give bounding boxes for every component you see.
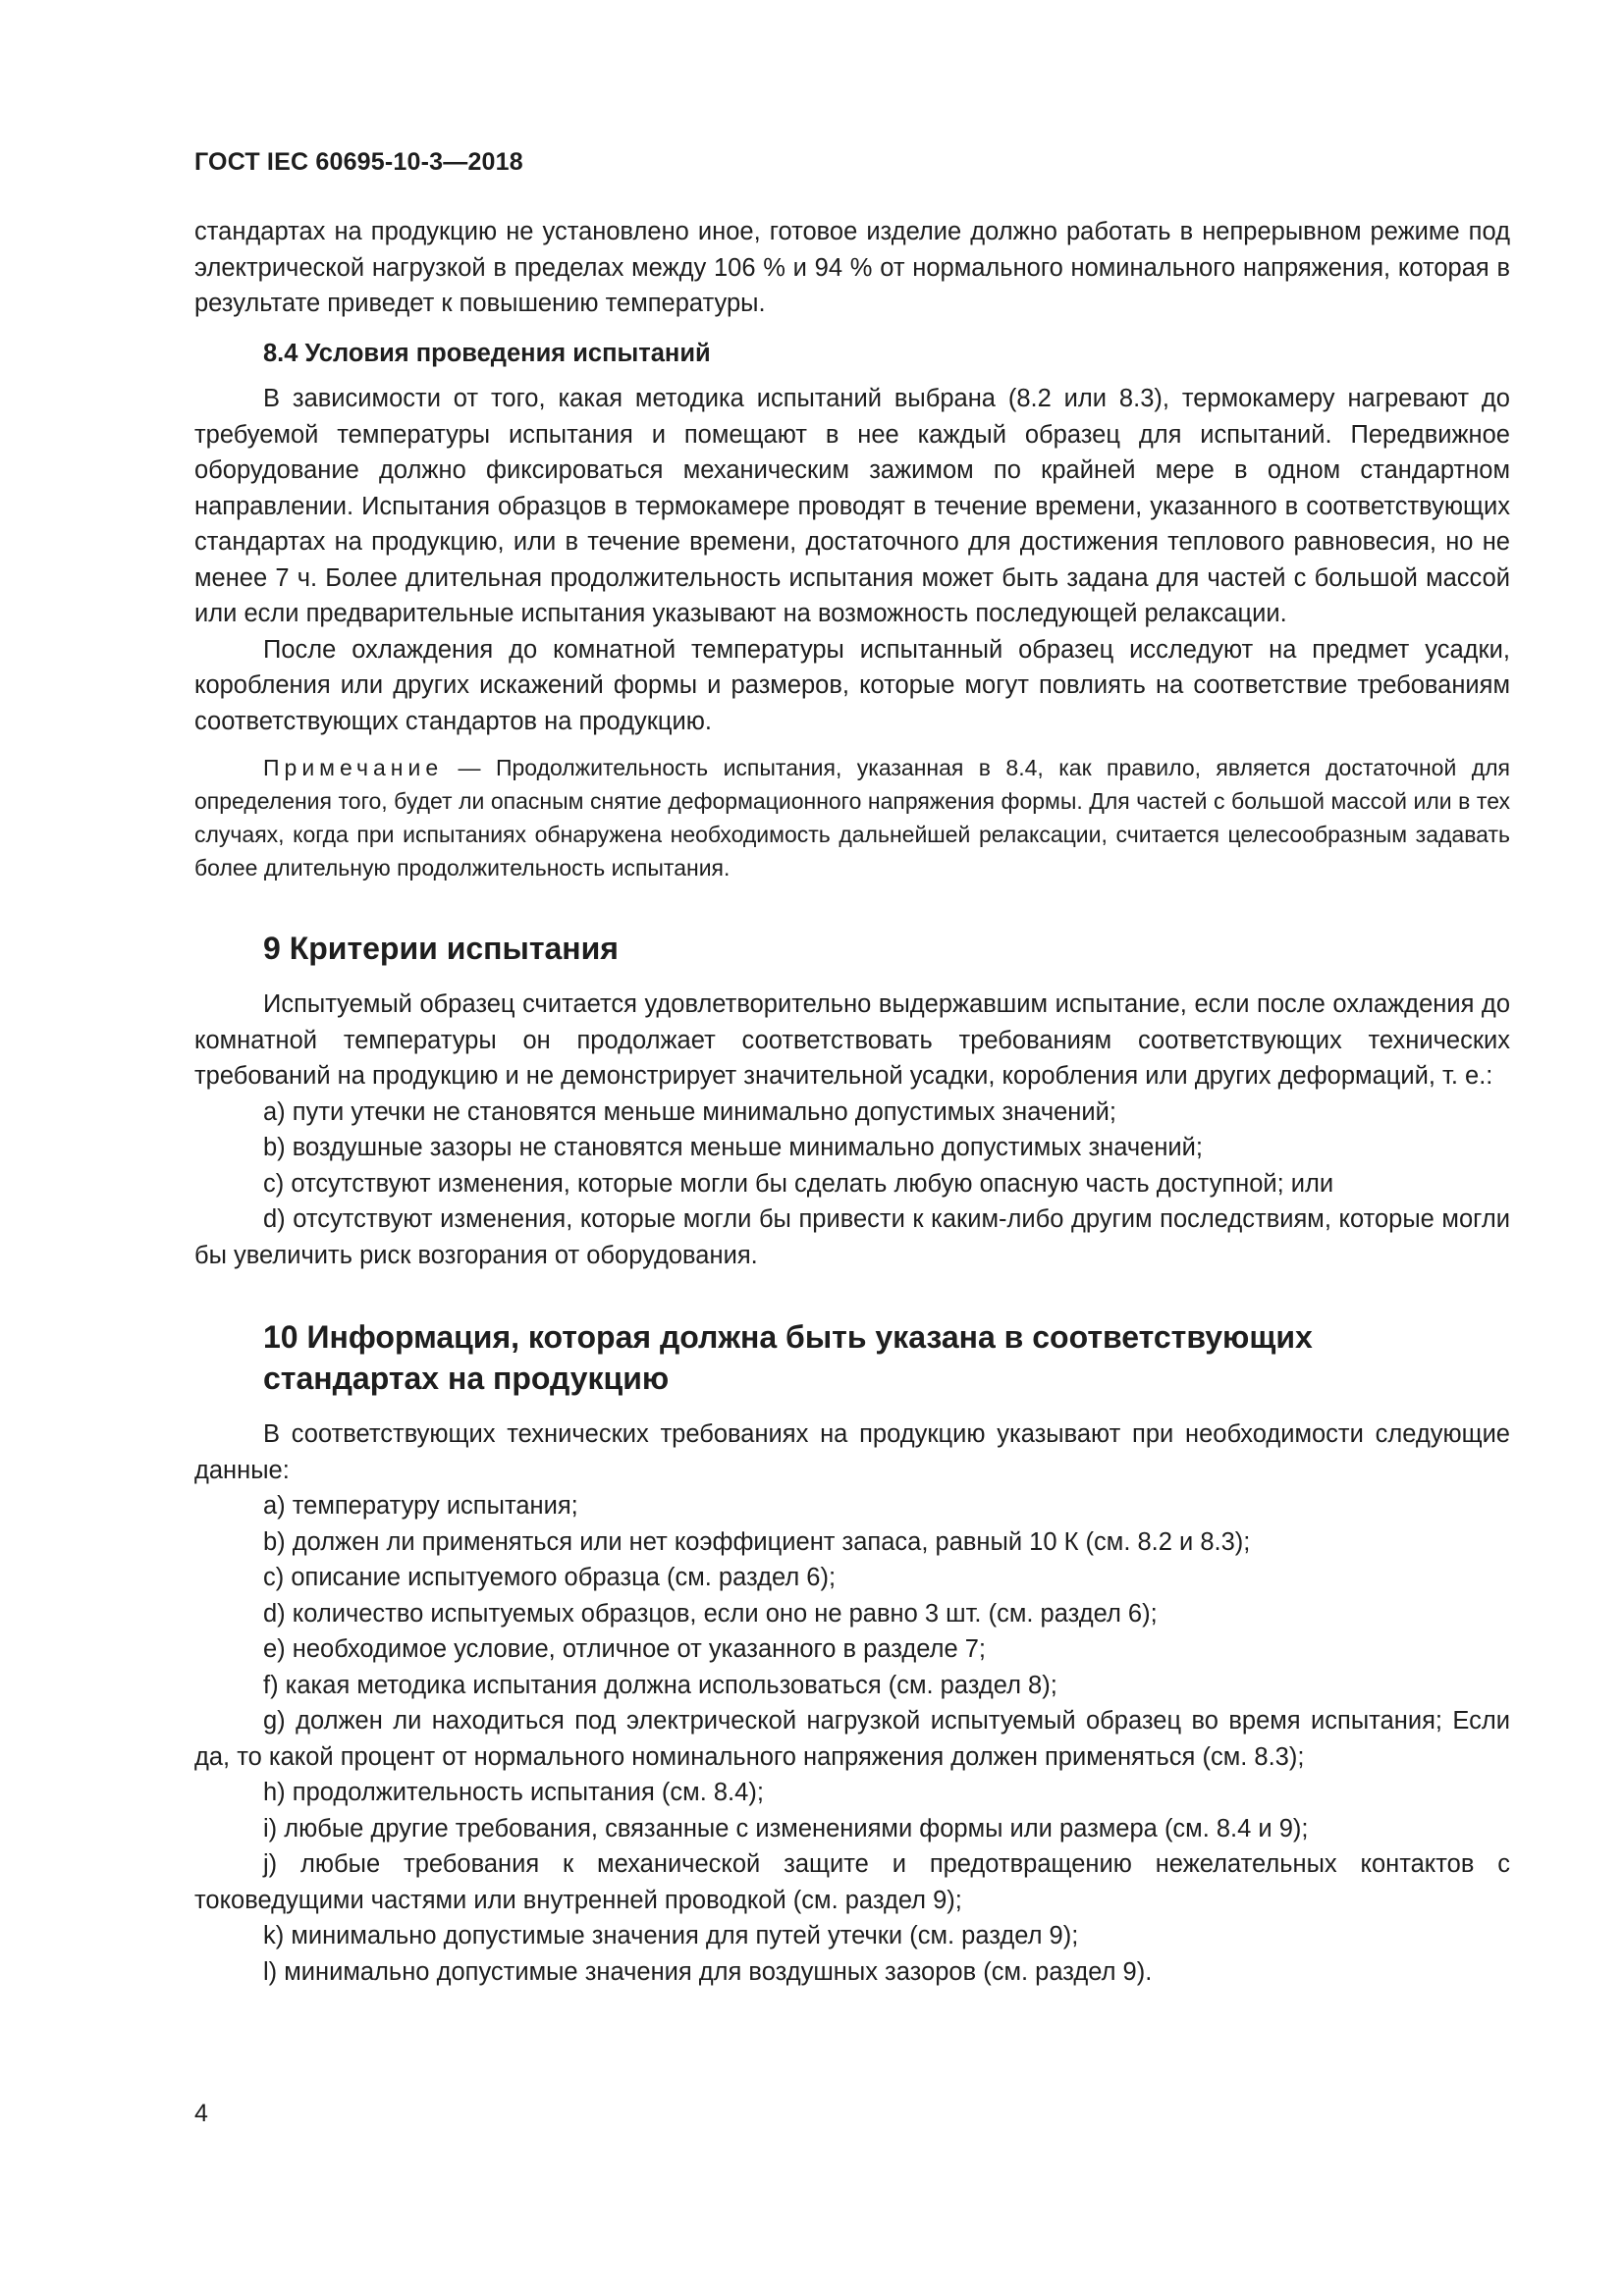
section-9-list-item: a) пути утечки не становятся меньше минимально допустимых значений;: [263, 1097, 1116, 1126]
section-10-list-item: i) любые другие требования, связанные с изменениями формы или размера (см. 8.4 и 9);: [263, 1814, 1309, 1842]
section-10-list-item: f) какая методика испытания должна использоваться (см. раздел 8);: [263, 1671, 1057, 1699]
section-8-4-paragraph-2: После охлаждения до комнатной температуры испытанный образец исследуют на предмет усадки, коробления или других искажений формы и размеров, которые могут повлиять на соответствие требованиям соответствующих стандартов на продукцию.: [194, 635, 1510, 735]
section-8-4-paragraph-1: В зависимости от того, какая методика испытаний выбрана (8.2 или 8.3), термокамеру нагревают до требуемой температуры испытания и помещают в нее каждый образец для испытаний. Передвижное оборудование должно фиксироваться механическим зажимом по крайней мере в одном стандартном направлении. Испытания образцов в термокамере проводят в течение времени, указанного в соответствующих стандартах на продукцию, или в течение времени, достаточного для достижения теплового равновесия, но не менее 7 ч. Более длительная продолжительность испытания может быть задана для частей с большой массой или если предварительные испытания указывают на возможность последующей релаксации.: [194, 385, 1510, 627]
section-title-9: 9 Критерии испытания: [263, 931, 619, 966]
section-10-list-item: g) должен ли находиться под электрической нагрузкой испытуемый образец во время испытания; Если да, то какой процент от нормального номинального напряжения должен применяться (см. 8.3);: [194, 1707, 1510, 1771]
intro-continuation-paragraph: стандартах на продукцию не установлено иное, готовое изделие должно работать в непрерывном режиме под электрической нагрузкой в пределах между 106 % и 94 % от нормального номинального напряжения, которая в результате приведет к повышению температуры.: [194, 218, 1510, 317]
section-title-10: [194, 1316, 1510, 1399]
section-10-list-item: a) температуру испытания;: [263, 1492, 578, 1520]
section-9-list-item: d) отсутствуют изменения, которые могли бы привести к каким-либо другим последствиям, которые могли бы увеличить риск возгорания от оборудования.: [194, 1205, 1510, 1269]
document-page: [194, 147, 1510, 1990]
section-10-intro-paragraph: В соответствующих технических требованиях на продукцию указывают при необходимости следующие данные:: [194, 1420, 1510, 1484]
section-10-list-item: e) необходимое условие, отличное от указанного в разделе 7;: [263, 1635, 986, 1663]
subsection-title-8-4: 8.4 Условия проведения испытаний: [263, 339, 711, 367]
document-header-code: ГОСТ IEC 60695-10-3—2018: [194, 148, 523, 176]
section-9-list-item: c) отсутствуют изменения, которые могли бы сделать любую опасную часть доступной; или: [263, 1169, 1334, 1198]
section-title-10-line-2: стандартах на продукцию: [263, 1361, 670, 1396]
note-text: — Продолжительность испытания, указанная в 8.4, как правило, является достаточной для определения того, будет ли опасным снятие деформационного напряжения формы. Для частей с большой массой или в тех случаях, когда при испытаниях обнаружена необходимость дальнейшей релаксации, считается целесообразным задавать более длительную продолжительность испытания.: [194, 755, 1510, 881]
section-10-list-item: h) продолжительность испытания (см. 8.4);: [263, 1779, 764, 1806]
section-10-list-item: d) количество испытуемых образцов, если оно не равно 3 шт. (см. раздел 6);: [263, 1599, 1158, 1628]
section-10-list-item: c) описание испытуемого образца (см. раздел 6);: [263, 1564, 837, 1591]
section-title-10-line-1: 10 Информация, которая должна быть указана в соответствующих: [263, 1319, 1313, 1355]
section-10-list-item: k) минимально допустимые значения для путей утечки (см. раздел 9);: [263, 1922, 1079, 1949]
section-9-intro-paragraph: Испытуемый образец считается удовлетворительно выдержавшим испытание, если после охлаждения до комнатной температуры он продолжает соответствовать требованиям соответствующих технических требований на продукцию и не демонстрирует значительной усадки, коробления или других деформаций, т. е.:: [194, 990, 1510, 1090]
section-9-list-item: b) воздушные зазоры не становятся меньше минимально допустимых значений;: [263, 1134, 1203, 1161]
section-10-list-item: b) должен ли применяться или нет коэффициент запаса, равный 10 К (см. 8.2 и 8.3);: [263, 1527, 1251, 1556]
note-label: Примечание: [263, 755, 444, 780]
page-number: 4: [194, 2100, 208, 2127]
section-10-list-item: j) любые требования к механической защите и предотвращению нежелательных контактов с токоведущими частями или внутренней проводкой (см. раздел 9);: [194, 1850, 1510, 1914]
note-paragraph: [194, 751, 1510, 884]
section-10-list-item: l) минимально допустимые значения для воздушных зазоров (см. раздел 9).: [263, 1957, 1153, 1986]
